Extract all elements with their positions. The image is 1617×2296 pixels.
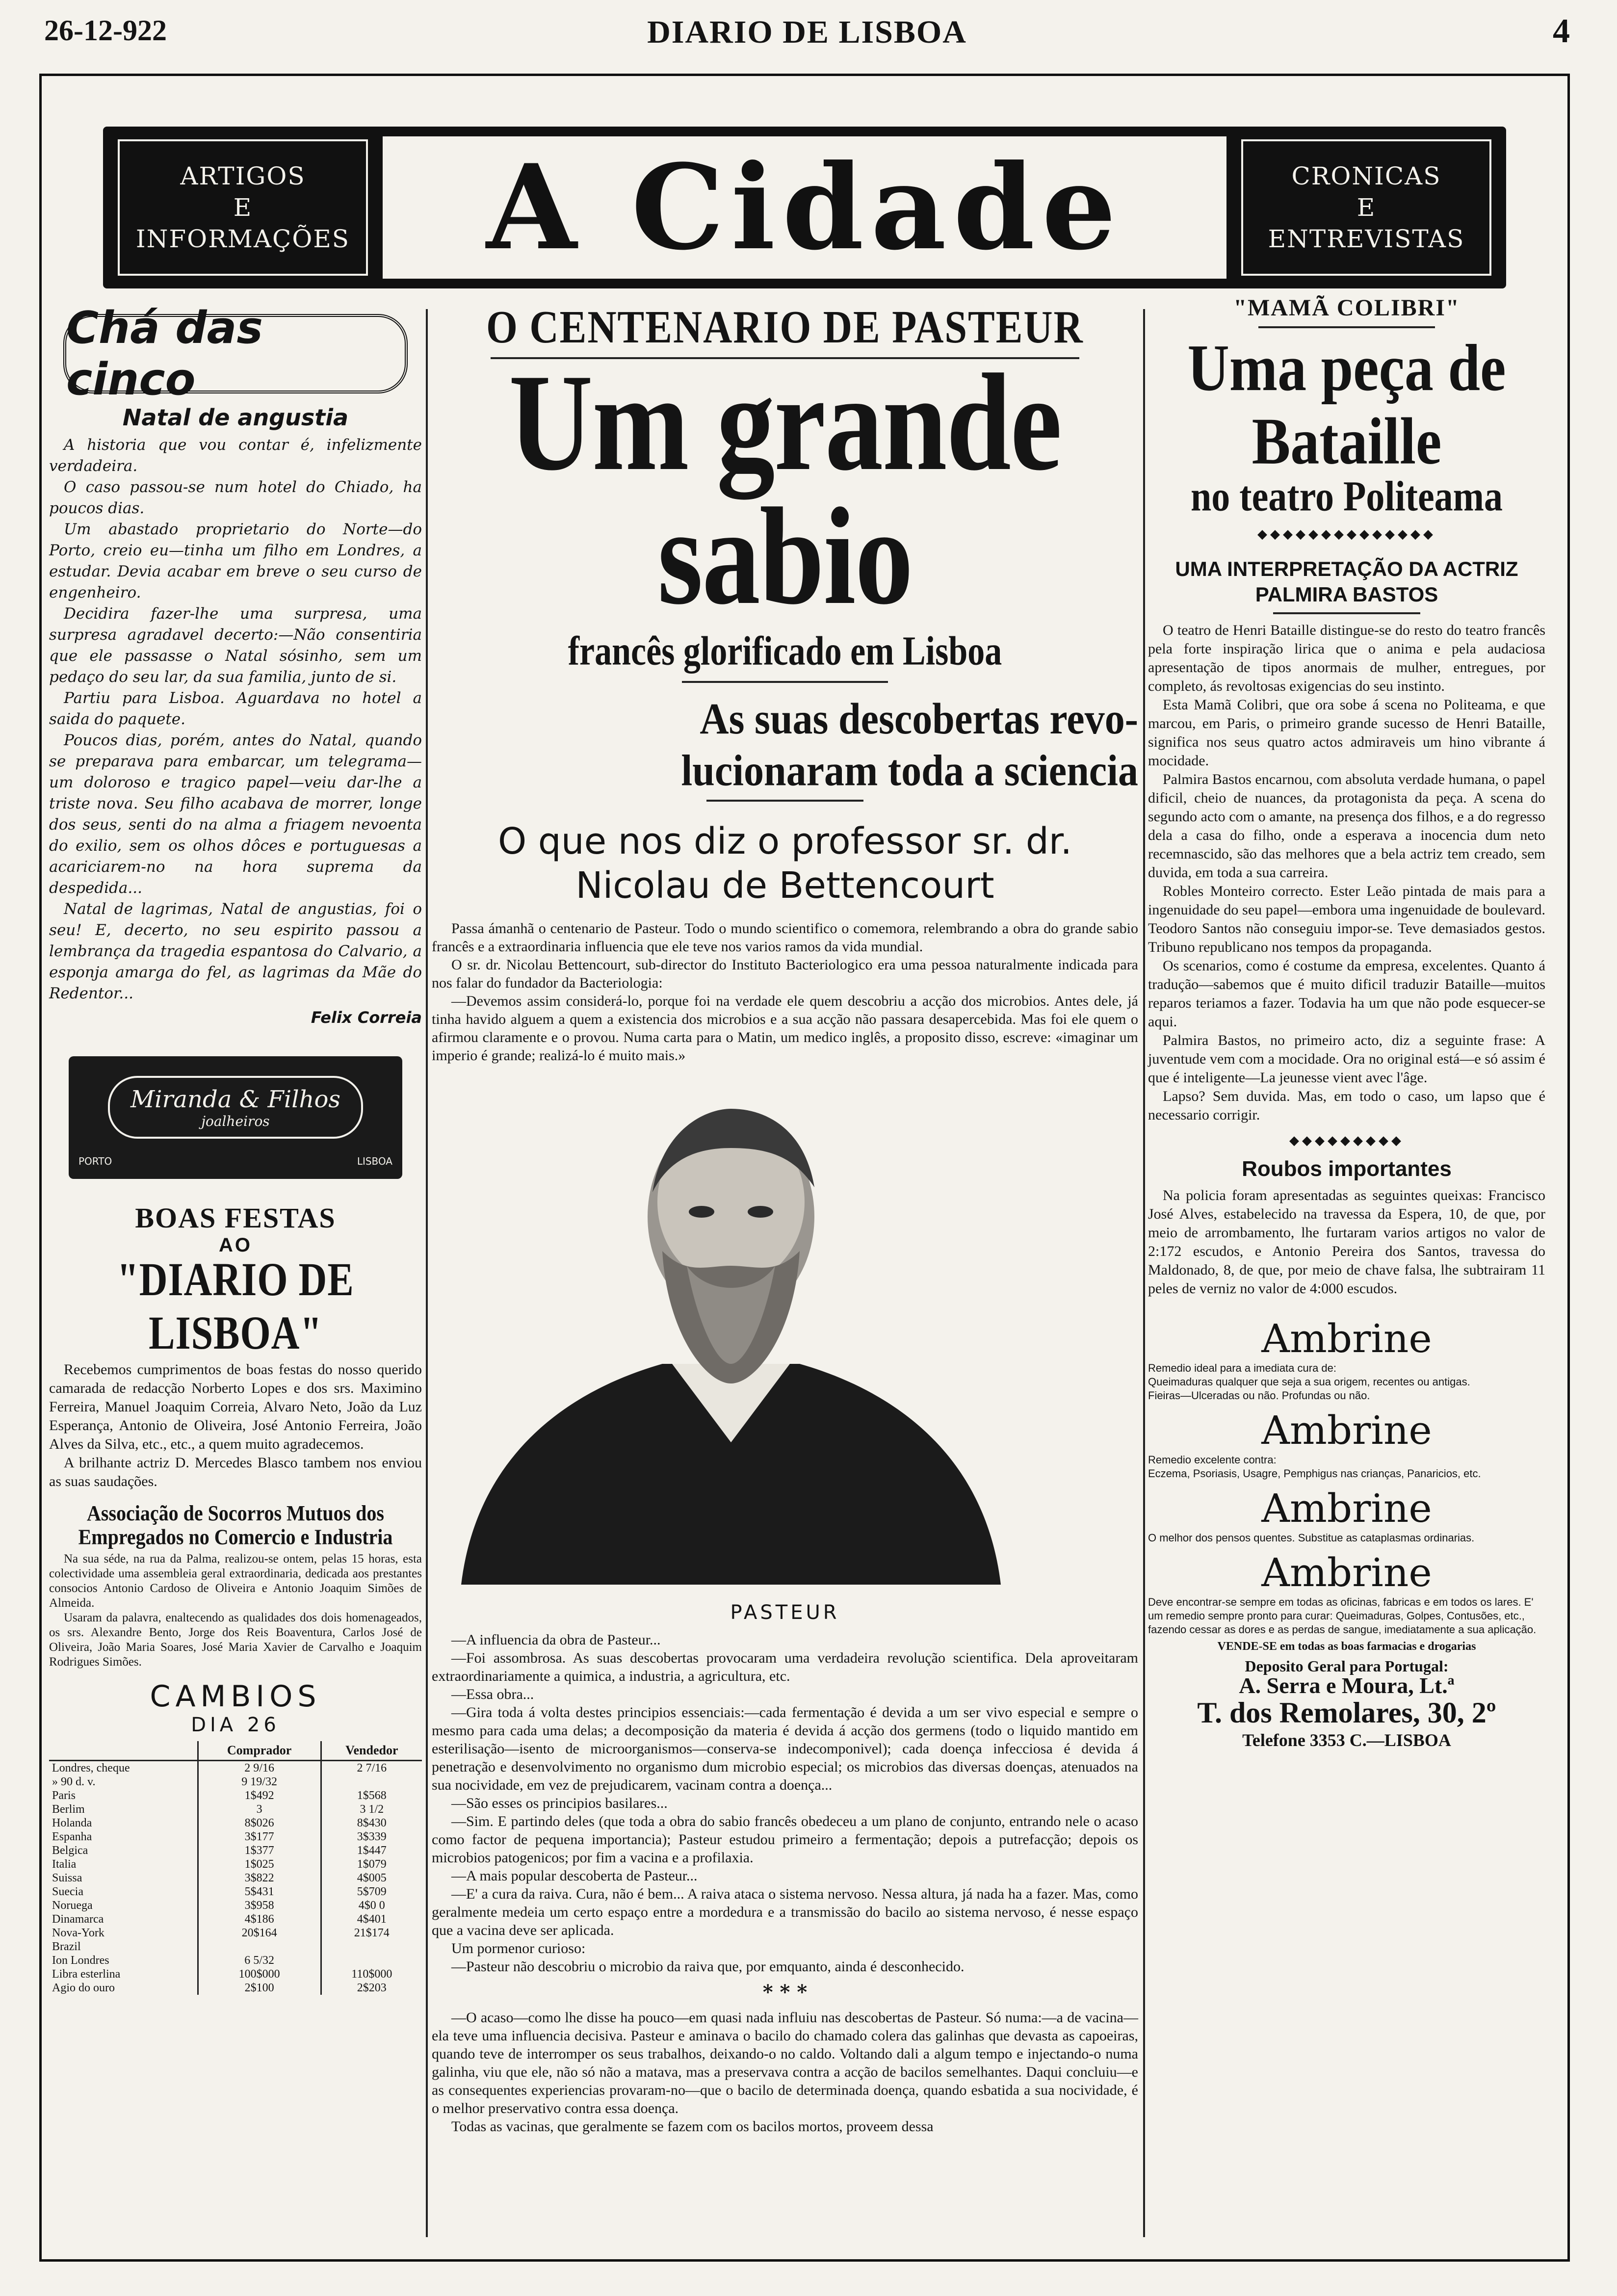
- paragraph: Um pormenor curioso:: [451, 1940, 586, 1957]
- rate-cell: 3$822: [198, 1871, 321, 1885]
- ornament-rule: ◆◆◆◆◆◆◆◆◆◆◆◆◆◆: [1257, 527, 1436, 542]
- article-kicker: O CENTENARIO DE PASTEUR: [486, 301, 1084, 353]
- currency-name-cell: Holanda: [52, 1817, 92, 1829]
- paragraph: A brilhante actriz D. Mercedes Blasco tambem nos enviou as suas saudações.: [49, 1455, 422, 1489]
- cha-das-cinco-title: Chá das cinco: [66, 302, 263, 405]
- masthead-left-box: [118, 139, 368, 276]
- table-row: [49, 1981, 422, 1995]
- currency-name-cell: Dinamarca: [52, 1913, 104, 1926]
- column-header: Comprador: [198, 1741, 321, 1761]
- rate-cell: [321, 1940, 422, 1954]
- right-column: [1148, 294, 1545, 1750]
- column-header: Vendedor: [321, 1741, 422, 1761]
- column-header: [49, 1741, 198, 1761]
- boas-festas-paper: "DIARIO DE LISBOA": [117, 1254, 354, 1359]
- paragraph: Poucos dias, porém, antes do Natal, quando se preparava para embarcar, um telegrama—um doloroso e tragico papel—veiu dar-lhe a triste nova. Seu filho acabava de morrer, longe dos seus, senti do na alma a friagem nevoenta do exilio, sem os olhos dôces e portuguesas a acariciarem-no na hora suprema da despedida...: [49, 731, 422, 897]
- page-number: 4: [1553, 12, 1570, 50]
- interview-body-end: [432, 2009, 1138, 2136]
- boas-festas-body: [49, 1360, 422, 1491]
- paragraph: —Foi assombrosa. As suas descobertas provocaram uma verdadeira revolução scientifica. Dela aproveitaram extraordinariamente a quimica, a industria, a agricultura, etc.: [432, 1650, 1138, 1684]
- rate-cell: 1$447: [321, 1844, 422, 1857]
- rule: [706, 800, 863, 802]
- ambrine-advertisement: [1148, 1316, 1545, 1750]
- currency-name-cell: Italia: [52, 1858, 77, 1871]
- miranda-city: LISBOA: [357, 1155, 392, 1167]
- column-rule: [426, 309, 428, 2237]
- rate-cell: 1$079: [321, 1857, 422, 1871]
- ambrine-address: T. dos Remolares, 30, 2º: [1197, 1696, 1496, 1729]
- rate-cell: 21$174: [321, 1926, 422, 1940]
- rate-cell: [198, 1940, 321, 1954]
- currency-name-cell: Nova-York: [52, 1927, 104, 1939]
- paragraph: Na sua séde, na rua da Palma, realizou-se ontem, pelas 15 horas, esta colectividade uma assembleia geral extraordinaria, dedicada aos prestantes consocios Antonio Cardoso de Oliveira e Antonio Joaquim Simões de Almeida.: [49, 1552, 422, 1610]
- rate-cell: 3$177: [198, 1830, 321, 1844]
- miranda-logo-oval: [108, 1076, 363, 1139]
- masthead-right-line: CRONICAS: [1291, 162, 1441, 190]
- article-subheadline: no teatro Politeama: [1191, 472, 1503, 521]
- ambrine-line: Fieiras—Ulceradas ou não. Profundas ou não.: [1148, 1389, 1370, 1402]
- author-signature: Felix Correia: [311, 1008, 422, 1027]
- rate-cell: 2$203: [321, 1981, 422, 1995]
- rate-cell: [321, 1775, 422, 1789]
- masthead-left-line: INFORMAÇÕES: [135, 225, 350, 253]
- running-head: [44, 14, 1570, 53]
- rate-cell: 3 1/2: [321, 1802, 422, 1816]
- rate-cell: 1$492: [198, 1789, 321, 1802]
- paragraph: —A influencia da obra de Pasteur...: [451, 1632, 661, 1648]
- boas-festas-ao: AO: [219, 1234, 252, 1256]
- article-body: [49, 435, 422, 1004]
- table-row: [49, 1761, 422, 1775]
- ambrine-line: Queimaduras qualquer que seja a sua origem, recentes ou antigas.: [1148, 1376, 1470, 1388]
- rate-cell: 9 19/32: [198, 1775, 321, 1789]
- rate-cell: 20$164: [198, 1926, 321, 1940]
- currency-name-cell: Paris: [52, 1789, 76, 1802]
- table-header-row: [49, 1741, 422, 1761]
- paragraph: Na policia foram apresentadas as seguintes queixas: Francisco José Alves, estabelecido na travessa da Espera, 10, de que, por meio de arrombamento, lhe furtaram varios artigos no valor de 2:172 escudos, e Antonio Pereira dos Santos, travessa do Maldonado, 8, de que, por meio de chave falsa, lhe subtrairam 11 peles de verniz no valor de 4:000 escudos.: [1148, 1187, 1545, 1297]
- table-row: [49, 1844, 422, 1857]
- paragraph: —O acaso—como lhe disse ha pouco—em quasi nada influiu nas descobertas de Pasteur. Só numa:—a de vacina—ela teve uma influencia decisiva. Pasteur e aminava o bacilo do chamado colera das galinhas que devasta as capoeiras, quando teve de interromper os seus trabalhos, deixando-o no caldo. Voltando dali a algum tempo e injectando-o numa galinha, viu que ele, não só não a matava, mas a preservava contra a acção de bacilos semelhantes. Daqui concluiu—e as consequentes experiencias provaram-no—que o bacilo de determinada doença, quando esbatida a sua nocividade, é o melhor preservativo contra essa doença.: [432, 2009, 1138, 2116]
- section-masthead: [103, 127, 1506, 288]
- rate-cell: [321, 1954, 422, 1967]
- paragraph: Usaram da palavra, enaltecendo as qualidades dos dois homenageados, os srs. Alexandre Bento, Jorge dos Reis Boaventura, Carlos José de Oliveira, João Maria Soares, José Maria Xavier de Carvalho e Joaquim Rodrigues Simões.: [49, 1611, 422, 1669]
- currency-name-cell: Espanha: [52, 1830, 92, 1843]
- deck-headline: [432, 693, 1138, 796]
- ambrine-firm: A. Serra e Moura, Lt.ª: [1239, 1673, 1455, 1698]
- cha-das-cinco-box: [63, 302, 408, 405]
- paragraph: —E' a cura da raiva. Cura, não é bem... A raiva ataca o sistema nervoso. Nessa altura, já nada ha a fazer. Mas, como geralmente medeia um certo espaço entre a mordedura e a transmissão do bacilo ao sistema nervoso, é nesse espaço que a vacina deve ser aplicada.: [432, 1886, 1138, 1938]
- rate-cell: 3$339: [321, 1830, 422, 1844]
- rate-cell: 2$100: [198, 1981, 321, 1995]
- article-title: Natal de angustia: [122, 404, 349, 431]
- interview-body: [432, 1631, 1138, 1976]
- paragraph: —Devemos assim considerá-lo, porque foi na verdade ele quem descobriu a acção dos microbios. Antes dele, já tinha havido alguem a quem a existencia dos microbios e a sua acção não passara desapercebida. Mas foi ele quem o afirmou claramente e o provou. Numa carta para o Matin, um medico inglês, a proposito disso, escreve: «imaginar um imperio é grande; realizá-lo é muito mais.»: [432, 993, 1138, 1064]
- paragraph: Um abastado proprietario do Norte—do Porto, creio eu—tinha um filho em Londres, a estudar. Devia acabar em breve o seu curso de engenheiro.: [49, 521, 422, 601]
- masthead-right-box: [1241, 139, 1491, 276]
- deck-line: As suas descobertas revo-: [700, 694, 1138, 743]
- rate-cell: 1$377: [198, 1844, 321, 1857]
- table-row: [49, 1775, 422, 1789]
- currency-name-cell: Agio do ouro: [52, 1982, 115, 1994]
- paragraph: Recebemos cumprimentos de boas festas do nosso querido camarada de redacção Norberto Lopes e dos srs. Maximino Ferreira, Manuel Joaquim Correia, Alvaro Neto, João da Luz Esperança, Antonio de Oliveira, José Antonio Ferreira, João Alves da Silva, etc., etc., a quem muito agradecemos.: [49, 1361, 422, 1452]
- rate-cell: 3$958: [198, 1899, 321, 1912]
- miranda-cities: [78, 1155, 392, 1167]
- ambrine-line: Remedio ideal para a imediata cura de:: [1148, 1362, 1337, 1374]
- rate-cell: 2 9/16: [198, 1761, 321, 1775]
- section-break-stars: * * *: [762, 1981, 808, 2004]
- ambrine-brand: Ambrine: [1261, 1316, 1432, 1361]
- ambrine-brand: Ambrine: [1261, 1550, 1432, 1595]
- article-headline: Uma peça de Bataille: [1187, 331, 1506, 478]
- currency-name-cell: Belgica: [52, 1844, 88, 1857]
- table-row: [49, 1940, 422, 1954]
- cambios-day: DIA 26: [191, 1714, 280, 1736]
- rate-cell: 4$005: [321, 1871, 422, 1885]
- table-row: [49, 1816, 422, 1830]
- ambrine-line: Deve encontrar-se sempre em todas as oficinas, fabricas e em todos os lares. E' um remedio sempre pronto para curar: Queimaduras, Golpes, Contusões, etc., fazendo cessar as dores e as perdas de sangue, imediatamente a sua aplicação.: [1148, 1596, 1537, 1636]
- currency-name-cell: Ion Londres: [52, 1954, 109, 1967]
- table-row: [49, 1871, 422, 1885]
- boas-festas-title: BOAS FESTAS: [135, 1202, 336, 1234]
- paragraph: Decidira fazer-lhe uma surpresa, uma surpresa agradavel decerto:—Não consentiria que ele passasse o Natal sósinho, sem um pedaço do seu lar, da sua familia, junto de si.: [49, 605, 422, 686]
- currency-name-cell: Noruega: [52, 1899, 93, 1912]
- paragraph: Lapso? Sem duvida. Mas, em todo o caso, um lapso que é necessario corrigir.: [1148, 1088, 1545, 1123]
- paragraph: O sr. dr. Nicolau Bettencourt, sub-director do Instituto Bacteriologico era uma pessoa naturalmente indicada para nos falar do fundador da Bacteriologia:: [432, 957, 1138, 991]
- table-row: [49, 1857, 422, 1871]
- associacao-title: Associação de Socorros Mutuos dos Empregados no Comercio e Industria: [78, 1501, 393, 1549]
- currency-name-cell: Brazil: [52, 1940, 81, 1953]
- rate-cell: 4$401: [321, 1912, 422, 1926]
- roubos-body: [1148, 1186, 1545, 1298]
- paragraph: Passa ámanhã o centenario de Pasteur. Todo o mundo scientifico o comemora, relembrando a obra do grande sabio francês e a extraordinaria influencia que ele teve nos varios ramos da vida mundial.: [432, 920, 1138, 955]
- paragraph: —Sim. E partindo deles (que toda a obra do sabio francês obedeceu a um plano de conjunto, entrando nele o acaso como factor de pequena importancia); Pasteur estudou primeiro a fermentação; depois a putrefacção; depois os microbios patogenicos; por fim a vacina e a profilaxia.: [432, 1813, 1138, 1866]
- paragraph: —A mais popular descoberta de Pasteur...: [451, 1868, 698, 1884]
- center-column: [432, 301, 1138, 2136]
- roubos-title: Roubos importantes: [1242, 1157, 1452, 1181]
- paragraph: —Gira toda á volta destes principios essenciais:—cada fermentação é devida a um ser vivo especial e sempre o mesmo para cada uma delas; a decomposição da materia é devida á acção dos germens (todo o liquido mantido em esterilisação—isento de microorganismos—conserva-se indecomponivel); cada doença infecciosa é devida á penetração e desenvolvimento no organismo dum microbio especial; os microbios das diversas doenças, atenuados na sua nocividade, em vez de prejudicarem, vacinam contra a doença...: [432, 1704, 1138, 1793]
- rate-cell: 100$000: [198, 1967, 321, 1981]
- rate-cell: 8$026: [198, 1816, 321, 1830]
- pasteur-portrait-photo: [432, 1089, 1030, 1585]
- table-row: [49, 1789, 422, 1802]
- column-rule: [1143, 309, 1145, 2237]
- currency-name-cell: Berlim: [52, 1803, 85, 1816]
- currency-name-cell: Londres, cheque: [52, 1762, 130, 1774]
- rule: [1258, 326, 1435, 328]
- paragraph: Todas as vacinas, que geralmente se fazem com os bacilos mortos, proveem dessa: [451, 2118, 934, 2135]
- miranda-subtitle: joalheiros: [201, 1113, 270, 1129]
- rule: [1273, 612, 1420, 614]
- section-title: A Cidade: [486, 139, 1123, 276]
- paragraph: Palmira Bastos encarnou, com absoluta verdade humana, o papel dificil, cheio de nuances, da protagonista da peça. A scena do segundo acto com o amante, na presença dos filhos, e a do regresso dela a casa do filho, onde a esperava a inocencia dum neto recemnascido, são das melhores que a bela actriz tem creado, sem duvida, em toda a sua carreira.: [1148, 771, 1545, 881]
- ambrine-line: O melhor dos pensos quentes. Substitue as cataplasmas ordinarias.: [1148, 1532, 1475, 1544]
- masthead-right-line: ENTREVISTAS: [1268, 225, 1465, 253]
- paragraph: Palmira Bastos, no primeiro acto, diz a seguinte frase: A juventude vem com a mocidade. Ora no original está—e só assim é que é inteligente—La jeunesse vient avec l'âge.: [1148, 1032, 1545, 1086]
- paragraph: O teatro de Henri Bataille distingue-se do resto do teatro francês pela forte inspiração lirica que o anima e pela audaciosa apresentação de tipos anormais de mulher, entregues, por completo, ás revoltosas exigencias do seu instinto.: [1148, 622, 1545, 694]
- associacao-body: [49, 1552, 422, 1670]
- rate-cell: 5$431: [198, 1885, 321, 1899]
- rate-cell: 4$0 0: [321, 1899, 422, 1912]
- paragraph: Esta Mamã Colibri, que ora sobe á scena no Politeama, e que marcou, em Paris, o primeiro grande sucesso de Henri Bataille, significa nos seus quatro actos admiraveis um hino vibrante á mocidade.: [1148, 697, 1545, 769]
- rate-cell: 3: [198, 1802, 321, 1816]
- ambrine-telephone: Telefone 3353 C.—LISBOA: [1242, 1730, 1451, 1750]
- rate-cell: 8$430: [321, 1816, 422, 1830]
- cambios-title: CAMBIOS: [150, 1679, 321, 1714]
- masthead-title-box: [383, 136, 1226, 279]
- deck-line: lucionaram toda a sciencia: [681, 746, 1138, 795]
- interview-headline: O que nos diz o professor sr. dr. Nicolau de Bettencourt: [498, 820, 1072, 907]
- rule: [682, 681, 888, 683]
- article-kicker: "MAMÃ COLIBRI": [1233, 295, 1460, 321]
- paragraph: A historia que vou contar é, infelizmente verdadeira.: [49, 436, 422, 475]
- masthead-right-line: E: [1356, 193, 1376, 222]
- paragraph: Robles Monteiro correcto. Ester Leão pintada de mais para a ingenuidade do seu papel—embora uma ingenuidade de boulevard. Teodoro Santos não conseguiu impor-se. Teve demasiados gestos. Tribuno republicano nos tempos da propaganda.: [1148, 883, 1545, 955]
- ambrine-brand: Ambrine: [1261, 1486, 1432, 1531]
- rate-cell: 5$709: [321, 1885, 422, 1899]
- rate-cell: 4$186: [198, 1912, 321, 1926]
- rate-cell: 2 7/16: [321, 1761, 422, 1775]
- table-row: [49, 1802, 422, 1816]
- currency-name-cell: Suecia: [52, 1885, 83, 1898]
- issue-date: 26-12-922: [44, 14, 167, 47]
- table-row: [49, 1967, 422, 1981]
- miranda-name: Miranda & Filhos: [130, 1085, 340, 1113]
- currency-name-cell: » 90 d. v.: [52, 1775, 96, 1788]
- table-row: [49, 1912, 422, 1926]
- article-deck: UMA INTERPRETAÇÃO DA ACTRIZ PALMIRA BASTOS: [1175, 557, 1518, 606]
- table-row: [49, 1954, 422, 1967]
- paragraph: O caso passou-se num hotel do Chiado, ha poucos dias.: [49, 478, 422, 517]
- newspaper-name: DIARIO DE LISBOA: [647, 14, 967, 50]
- exchange-rate-table: [49, 1741, 422, 1995]
- paragraph: —Essa obra...: [451, 1686, 534, 1702]
- rate-cell: 1$025: [198, 1857, 321, 1871]
- rate-cell: 6 5/32: [198, 1954, 321, 1967]
- photo-caption: PASTEUR: [730, 1601, 840, 1624]
- miranda-city: PORTO: [78, 1155, 112, 1167]
- table-row: [49, 1885, 422, 1899]
- table-row: [49, 1926, 422, 1940]
- article-body: [1148, 621, 1545, 1124]
- currency-name-cell: Suissa: [52, 1872, 82, 1884]
- paragraph: —Pasteur não descobriu o microbio da raiva que, por emquanto, ainda é desconhecido.: [451, 1958, 965, 1975]
- ambrine-line: Eczema, Psoriasis, Usagre, Pemphigus nas crianças, Panaricios, etc.: [1148, 1467, 1481, 1480]
- ambrine-line: Remedio excelente contra:: [1148, 1454, 1277, 1466]
- masthead-left-line: E: [233, 193, 253, 222]
- table-row: [49, 1830, 422, 1844]
- masthead-left-line: ARTIGOS: [180, 162, 306, 190]
- currency-name-cell: Libra esterlina: [52, 1968, 121, 1981]
- miranda-advertisement: [69, 1056, 402, 1179]
- subheadline: francês glorificado em Lisboa: [568, 628, 1002, 674]
- left-column: [49, 302, 422, 1995]
- ambrine-sale: VENDE-SE em todas as boas farmacias e drogarias: [1217, 1640, 1476, 1653]
- rate-cell: 110$000: [321, 1967, 422, 1981]
- main-headline: Um grande sabio: [509, 345, 1061, 633]
- ambrine-deposit: Deposito Geral para Portugal:: [1245, 1657, 1449, 1675]
- paragraph: Partiu para Lisboa. Aguardava no hotel a saida do paquete.: [49, 689, 422, 728]
- table-row: [49, 1899, 422, 1912]
- paragraph: Natal de lagrimas, Natal de angustias, foi o seu! E, decerto, no seu espirito passou a lembrança da tragedia espantosa do Calvario, a esponja amarga do fel, as lagrimas da Mãe do Redentor...: [49, 900, 422, 1002]
- ornament-rule: ◆◆◆◆◆◆◆◆◆: [1289, 1133, 1404, 1148]
- ambrine-brand: Ambrine: [1261, 1408, 1432, 1453]
- rate-cell: 1$568: [321, 1789, 422, 1802]
- paragraph: Os scenarios, como é costume da empresa, excelentes. Quanto á tradução—sabemos que é muito dificil traduzir Bataille—muitos reparos teriamos a fazer. Todavia ha um que não pode esquecer-se aqui.: [1148, 958, 1545, 1030]
- article-intro: [432, 919, 1138, 1065]
- paragraph: —São esses os principios basilares...: [451, 1795, 668, 1811]
